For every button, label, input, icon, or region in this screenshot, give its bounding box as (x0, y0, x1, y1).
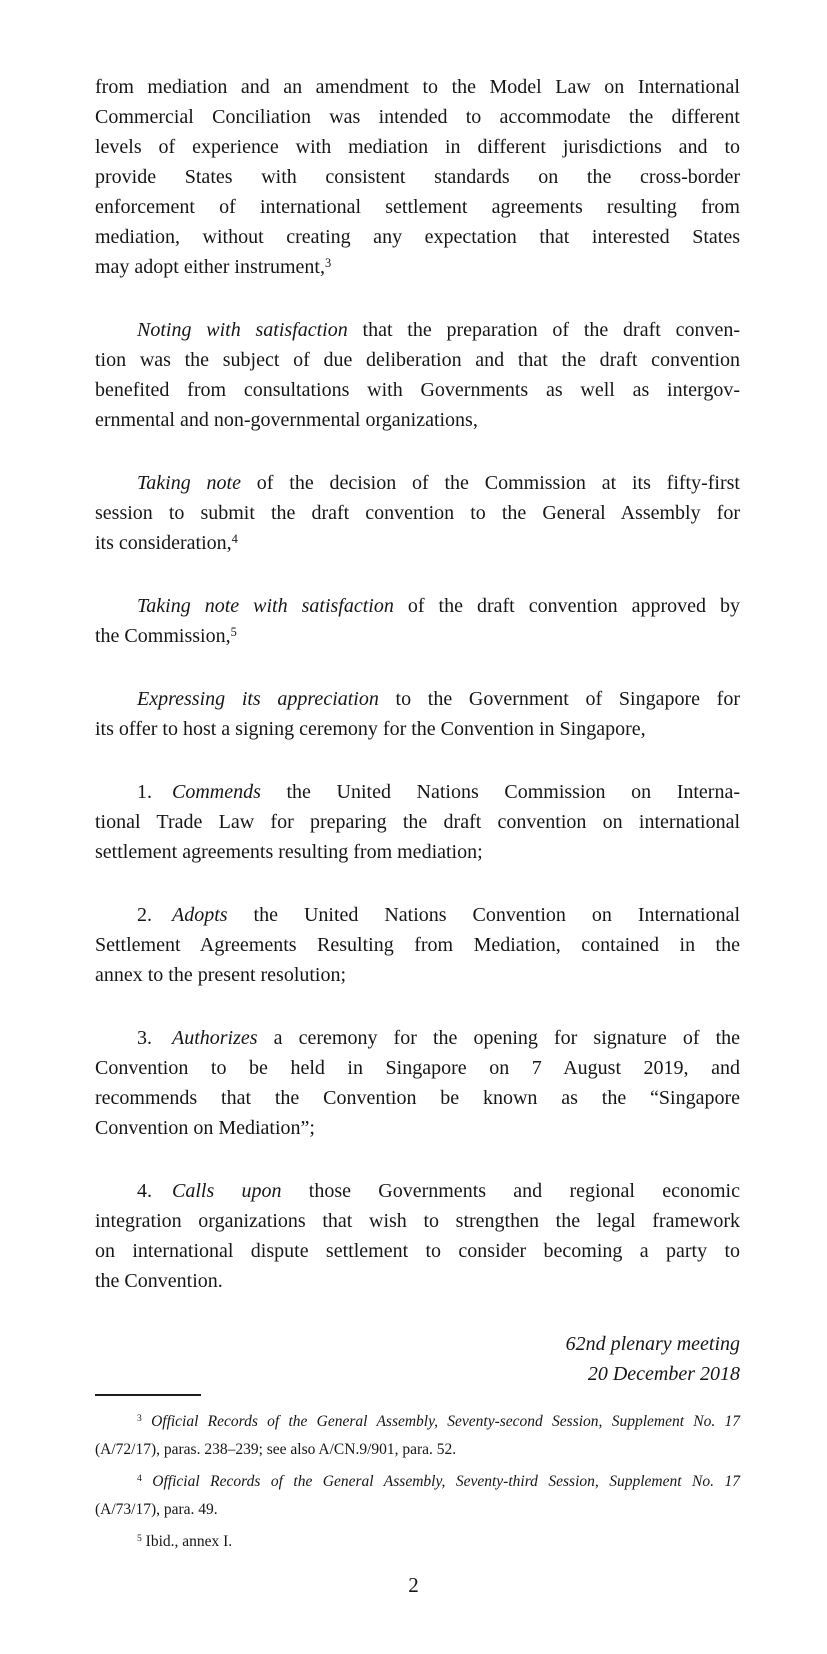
paragraph (95, 315, 740, 435)
text-line (95, 528, 740, 558)
text-segment: the United Nations Commission on Interna- (260, 781, 740, 803)
footnote (95, 1408, 740, 1464)
text-segment: (A/72/17), paras. 238–239; see also A/CN.9/901, para. 52. (95, 1441, 457, 1458)
page-number: 2 (408, 1573, 419, 1597)
text-segment: its consideration, (95, 532, 232, 554)
footnote-line (95, 1468, 740, 1496)
text-line (95, 807, 740, 837)
text-segment: of the decision of the Commission at its fifty-first (240, 472, 740, 494)
text-line (95, 621, 740, 651)
text-segment: benefited from consultations with Governments as well as intergov- (95, 379, 740, 401)
footnote-reference: 4 (231, 531, 238, 546)
text-line (95, 1266, 740, 1296)
text-segment: 2. (137, 904, 172, 926)
text-line (95, 837, 740, 867)
text-line (95, 930, 740, 960)
text-segment: a ceremony for the opening for signature of the (257, 1027, 740, 1049)
text-segment: recommends that the Convention be known as the “Singapore (95, 1087, 740, 1109)
text-segment: Adopts (172, 904, 228, 926)
text-segment: those Governments and regional economic (281, 1180, 740, 1202)
text-line (95, 714, 740, 744)
text-line (95, 132, 740, 162)
footnote-reference: 5 (137, 1533, 142, 1545)
text-line (95, 498, 740, 528)
text-segment: annex to the present resolution; (95, 964, 347, 986)
text-segment: Settlement Agreements Resulting from Mediation, contained in the (95, 934, 740, 956)
paragraph (95, 72, 740, 282)
text-line (95, 315, 740, 345)
text-segment: integration organizations that wish to strengthen the legal framework (95, 1210, 740, 1232)
footnote-reference: 5 (230, 624, 237, 639)
text-segment: tion was the subject of due deliberation and that the draft convention (95, 349, 740, 371)
plenary-meeting-line: 62nd plenary meeting (565, 1333, 740, 1355)
text-segment: Convention on Mediation”; (95, 1117, 315, 1139)
text-segment: the United Nations Convention on International (227, 904, 740, 926)
text-segment: enforcement of international settlement agreements resulting from (95, 196, 740, 218)
text-segment: to the Government of Singapore for (378, 688, 740, 710)
text-line (95, 375, 740, 405)
text-segment: Taking note (137, 472, 241, 494)
text-segment: Taking note with satisfaction (137, 595, 394, 617)
text-segment: session to submit the draft convention to the General Assembly for (95, 502, 740, 524)
text-line (95, 222, 740, 252)
text-line (95, 345, 740, 375)
resolution-body (95, 72, 740, 1389)
text-line (95, 1113, 740, 1143)
footnote-reference: 3 (137, 1413, 142, 1425)
footnote-line (95, 1496, 740, 1524)
text-line (95, 405, 740, 435)
text-line (95, 468, 740, 498)
text-segment: levels of experience with mediation in different jurisdictions and to (95, 136, 740, 158)
text-segment: Commends (172, 781, 261, 803)
text-line (95, 1206, 740, 1236)
text-segment: that the preparation of the draft conven- (347, 319, 740, 341)
footnote-line (95, 1528, 740, 1556)
paragraph (95, 468, 740, 558)
text-segment: Ibid., annex I. (141, 1533, 233, 1550)
paragraph (95, 900, 740, 990)
text-line (95, 1053, 740, 1083)
text-segment (142, 1473, 153, 1490)
text-segment: the Convention. (95, 1270, 223, 1292)
text-line (95, 192, 740, 222)
text-segment: Official Records of the General Assembly, Seventy-second Session, Supplement No. 17 (151, 1413, 740, 1430)
paragraph (95, 1176, 740, 1296)
text-line (95, 1083, 740, 1113)
text-segment: provide States with consistent standards on the cross-border (95, 166, 740, 188)
text-line (95, 252, 740, 282)
text-segment: on international dispute settlement to consider becoming a party to (95, 1240, 740, 1262)
paragraph (95, 591, 740, 651)
paragraph (95, 1023, 740, 1143)
text-segment: Noting with satisfaction (137, 319, 348, 341)
paragraph (95, 684, 740, 744)
text-segment: Expressing its appreciation (137, 688, 379, 710)
text-segment: tional Trade Law for preparing the draft convention on international (95, 811, 740, 833)
text-segment: Convention to be held in Singapore on 7 August 2019, and (95, 1057, 740, 1079)
text-segment: the Commission, (95, 625, 231, 647)
footnote-line (95, 1408, 740, 1436)
text-line (95, 960, 740, 990)
text-segment (142, 1413, 151, 1430)
footnotes-list (95, 1408, 740, 1556)
text-line (95, 900, 740, 930)
paragraph (95, 777, 740, 867)
text-segment: Authorizes (172, 1027, 258, 1049)
text-segment: mediation, without creating any expectation that interested States (95, 226, 740, 248)
footnote (95, 1528, 740, 1556)
text-line (95, 591, 740, 621)
text-line (95, 102, 740, 132)
text-segment: ernmental and non-governmental organizations, (95, 409, 478, 431)
footnote-line (95, 1436, 740, 1464)
text-segment: 1. (137, 781, 172, 803)
text-segment: Official Records of the General Assembly, Seventy-third Session, Supplement No. 17 (152, 1473, 741, 1490)
text-segment: 3. (137, 1027, 172, 1049)
text-line (95, 162, 740, 192)
text-segment: its offer to host a signing ceremony for the Convention in Singapore, (95, 718, 646, 740)
footnote-reference: 4 (137, 1473, 142, 1485)
text-line (95, 1176, 740, 1206)
text-line (95, 1023, 740, 1053)
body-paragraphs (95, 72, 740, 1296)
meeting-signature-block (95, 1329, 740, 1389)
text-segment: of the draft convention approved by (393, 595, 740, 617)
meeting-date-line: 20 December 2018 (587, 1363, 740, 1385)
text-segment: Calls upon (172, 1180, 282, 1202)
text-line (95, 1236, 740, 1266)
text-segment: may adopt either instrument, (95, 256, 325, 278)
footnote-reference: 3 (324, 255, 332, 270)
text-segment: settlement agreements resulting from mediation; (95, 841, 483, 863)
text-segment: 4. (137, 1180, 172, 1202)
footnote-divider (95, 1394, 201, 1396)
footnote (95, 1468, 740, 1524)
text-line (95, 777, 740, 807)
text-segment: (A/73/17), para. 49. (95, 1501, 218, 1518)
text-line (95, 684, 740, 714)
text-segment: from mediation and an amendment to the Model Law on International (95, 76, 740, 98)
text-segment: Commercial Conciliation was intended to accommodate the different (95, 106, 740, 128)
text-line (95, 72, 740, 102)
footnotes-section (95, 1394, 740, 1560)
